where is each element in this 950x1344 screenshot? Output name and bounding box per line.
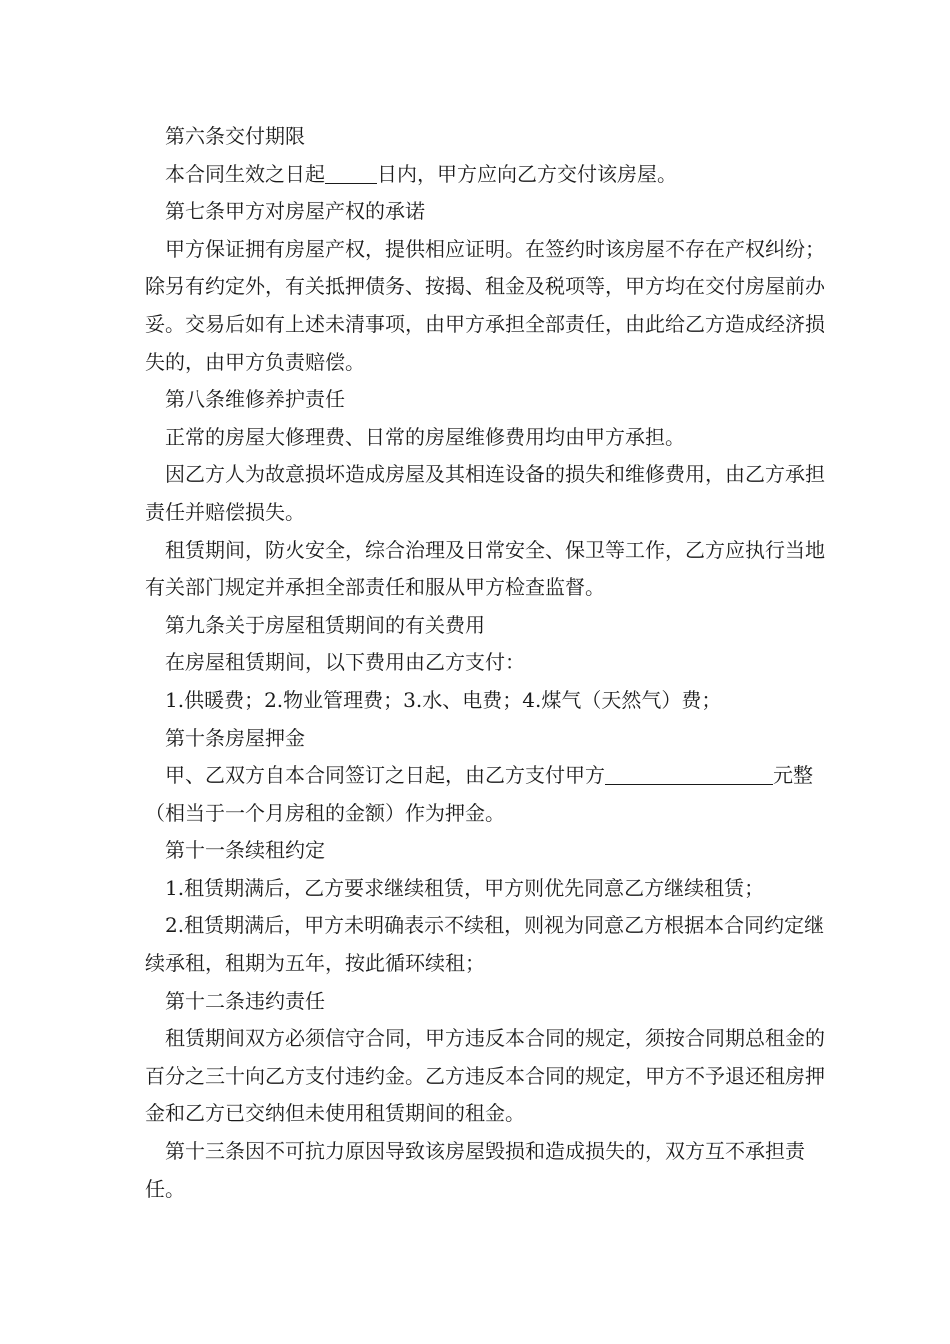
deposit-amount-blank-line [605,764,755,785]
article-13-body-text: 第十三条因不可抗力原因导致该房屋毁损和造成损失的，双方互不承担责任。 [145,1139,805,1201]
contract-text [145,118,840,1208]
article-8-body-3 [145,532,840,607]
article-9-body-2-text: 1.供暖费；2.物业管理费；3.水、电费；4.煤气（天然气）费； [165,687,722,712]
article-8-title [145,381,840,419]
article-11-body-1-text: 1.租赁期满后，乙方要求继续租赁，甲方则优先同意乙方继续租赁； [165,875,765,900]
article-8-body-1-text: 正常的房屋大修理费、日常的房屋维修费用均由甲方承担。 [165,424,685,449]
article-12-body-text: 租赁期间双方必须信守合同，甲方违反本合同的规定，须按合同期总租金的百分之三十向乙方支付违约金。乙方违反本合同的规定，甲方不予退还租房押金和乙方已交纳但未使用租赁期间的租金。 [145,1026,825,1126]
deposit-amount-blank-line-cont [755,764,773,785]
article-6-body-start: 本合同生效之日起 [165,161,325,186]
article-8-body-1 [145,419,840,457]
article-10-body [145,757,840,832]
article-9-title [145,607,840,645]
article-12-body [145,1020,840,1133]
article-7-title-text: 第七条甲方对房屋产权的承诺 [165,199,425,224]
article-12-title-text: 第十二条违约责任 [165,988,325,1013]
article-7-body-text: 甲方保证拥有房屋产权，提供相应证明。在签约时该房屋不存在产权纠纷；除另有约定外，有关抵押债务、按揭、租金及税项等，甲方均在交付房屋前办妥。交易后如有上述未清事项，由甲方承担全部责任，由此给乙方造成经济损失的，由甲方负责赔偿。 [145,236,825,374]
article-9-body-1 [145,644,840,682]
article-8-title-text: 第八条维修养护责任 [165,387,345,412]
article-10-body-end: 元整（相当于一个月房租的金额）作为押金。 [145,763,813,825]
article-11-body-2-text: 2.租赁期满后，甲方未明确表示不续租，则视为同意乙方根据本合同约定继续承租，租期为五年，按此循环续租； [145,913,825,976]
article-8-body-3-text: 租赁期间，防火安全，综合治理及日常安全、保卫等工作，乙方应执行当地有关部门规定并承担全部责任和服从甲方检查监督。 [145,537,825,600]
article-12-title [145,983,840,1021]
article-11-title-text: 第十一条续租约定 [165,838,325,863]
article-10-body-start: 甲、乙双方自本合同签订之日起，由乙方支付甲方 [165,763,605,788]
article-6-title-text: 第六条交付期限 [165,124,305,148]
article-9-body-2 [145,682,840,720]
article-13-body [145,1133,840,1208]
article-11-title [145,832,840,870]
article-10-title [145,720,840,758]
article-6-body [145,156,840,194]
article-11-body-2 [145,907,840,982]
days-blank-line [325,163,377,184]
article-9-body-1-text: 在房屋租赁期间，以下费用由乙方支付： [165,650,525,675]
article-6-title [145,118,840,156]
article-7-title [145,193,840,231]
article-9-title-text: 第九条关于房屋租赁期间的有关费用 [165,612,485,637]
article-8-body-2 [145,456,840,531]
article-11-body-1 [145,870,840,908]
article-8-body-2-text: 因乙方人为故意损坏造成房屋及其相连设备的损失和维修费用，由乙方承担责任并赔偿损失。 [145,462,825,524]
article-10-title-text: 第十条房屋押金 [165,725,305,750]
article-7-body [145,231,840,381]
article-6-body-end: 日内，甲方应向乙方交付该房屋。 [377,161,677,186]
